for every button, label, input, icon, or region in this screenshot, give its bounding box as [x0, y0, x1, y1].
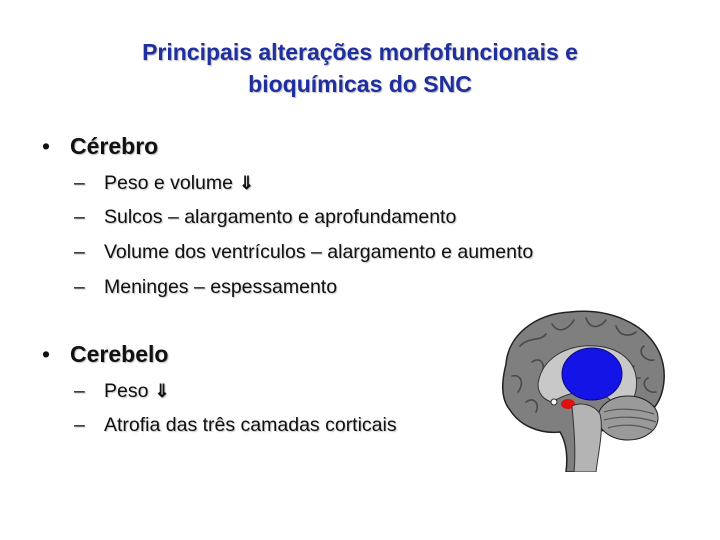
dash: –: [74, 241, 85, 263]
list-item: [74, 380, 170, 403]
section-heading-cerebelo: [42, 341, 168, 368]
list-item-text: Peso: [104, 380, 149, 402]
brain-illustration: [496, 306, 668, 472]
cerebellum: [598, 396, 658, 440]
dash: –: [74, 276, 85, 298]
list-item-text: Sulcos – alargamento e aprofundamento: [104, 206, 457, 228]
dash: –: [74, 414, 85, 436]
list-item: [74, 241, 533, 264]
list-item-text: Peso e volume: [104, 172, 233, 194]
down-arrow-icon: ⇓: [154, 381, 170, 401]
list-item: [74, 206, 456, 229]
list-item-text: Atrofia das três camadas corticais: [104, 414, 397, 436]
list-item: [74, 172, 254, 195]
list-item-text: Volume dos ventrículos – alargamento e aumento: [104, 241, 534, 263]
slide-title-line-1: Principais alterações morfofuncionais e: [142, 39, 578, 65]
slide-title-line-2: bioquímicas do SNC: [248, 71, 472, 97]
bullet: •: [42, 133, 51, 159]
dash: –: [74, 380, 85, 402]
list-item-text: Meninges – espessamento: [104, 276, 338, 298]
section-heading-cerebro: [42, 133, 158, 160]
list-item: [74, 276, 337, 299]
bullet: •: [42, 341, 51, 367]
down-arrow-icon: ⇓: [239, 173, 255, 193]
dash: –: [74, 172, 85, 194]
slide-title: [60, 36, 660, 100]
list-item: [74, 414, 397, 437]
section-heading-label: Cérebro: [70, 133, 159, 159]
dash: –: [74, 206, 85, 228]
ventricle: [562, 348, 622, 400]
brainstem: [572, 404, 601, 472]
section-heading-label: Cerebelo: [70, 341, 169, 367]
